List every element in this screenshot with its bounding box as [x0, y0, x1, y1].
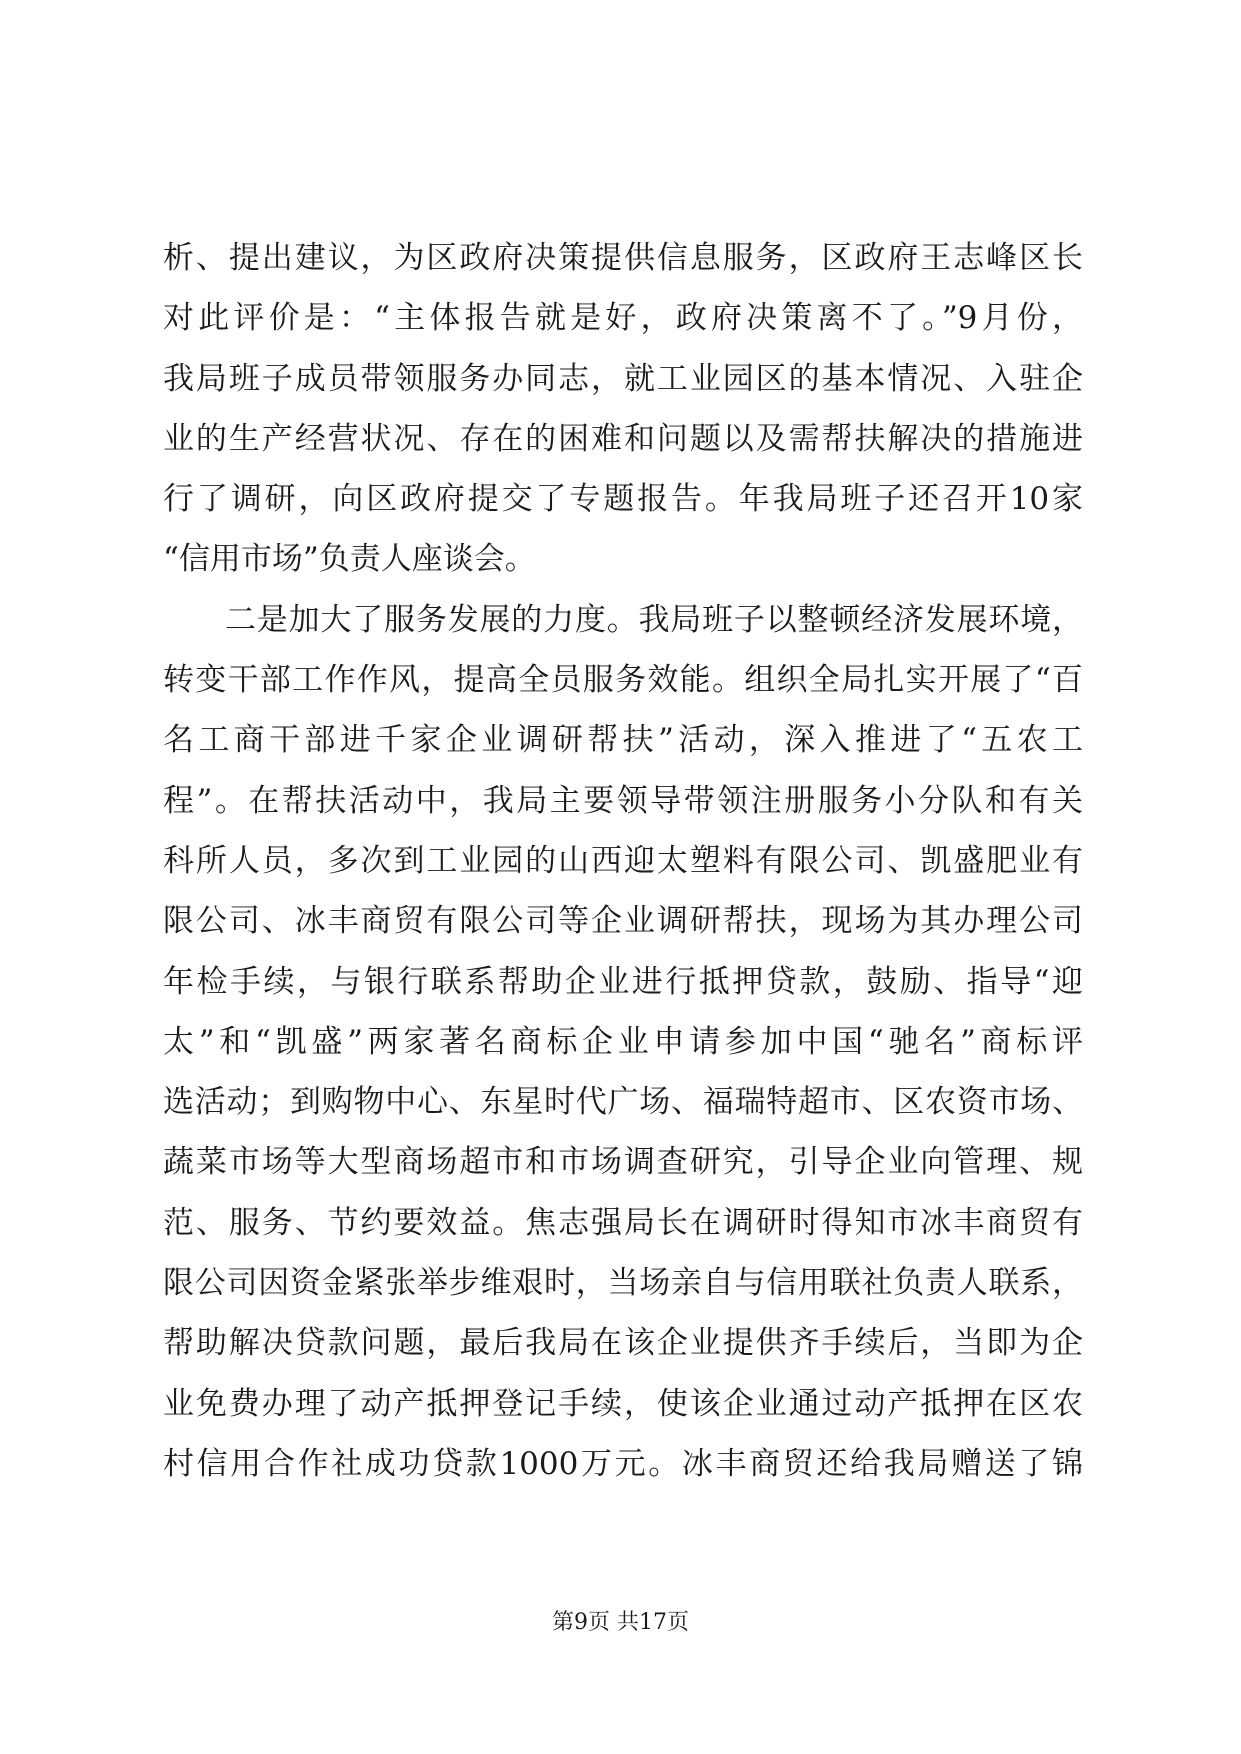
- page-number-footer: 第9页 共17页: [552, 1610, 689, 1635]
- text-line: 析、提出建议，为区政府决策提供信息服务，区政府王志峰区长: [163, 240, 1083, 276]
- text-line: 我局班子成员带领服务办同志，就工业园区的基本情况、入驻企: [163, 360, 1083, 397]
- text-line: 帮助解决贷款问题，最后我局在该企业提供齐手续后，当即为企: [163, 1325, 1083, 1362]
- text-line: 行了调研，向区政府提交了专题报告。年我局班子还召开10家: [163, 481, 1083, 518]
- text-line: 限公司、冰丰商贸有限公司等企业调研帮扶，现场为其办理公司: [163, 903, 1083, 940]
- text-line: 选活动；到购物中心、东星时代广场、福瑞特超市、区农资市场、: [163, 1084, 1083, 1121]
- text-line: 名工商干部进千家企业调研帮扶”活动，深入推进了“五农工: [163, 722, 1083, 759]
- text-line: 转变干部工作作风，提高全员服务效能。组织全局扎实开展了“百: [163, 662, 1083, 699]
- paragraph-start-line: 二是加大了服务发展的力度。我局班子以整顿经济发展环境，: [225, 601, 1083, 638]
- text-line: 村信用合作社成功贷款1000万元。冰丰商贸还给我局赠送了锦: [163, 1445, 1083, 1482]
- text-line: 范、服务、节约要效益。焦志强局长在调研时得知市冰丰商贸有: [163, 1204, 1083, 1241]
- text-line: 业免费办理了动产抵押登记手续，使该企业通过动产抵押在区农: [163, 1385, 1083, 1422]
- text-line: 限公司因资金紧张举步维艰时，当场亲自与信用联社负责人联系，: [163, 1265, 1083, 1302]
- text-line: 年检手续，与银行联系帮助企业进行抵押贷款，鼓励、指导“迎: [163, 963, 1083, 1000]
- document-body: [163, 228, 1083, 1494]
- text-line: 蔬菜市场等大型商场超市和市场调查研究，引导企业向管理、规: [163, 1144, 1083, 1181]
- text-line: 对此评价是：“主体报告就是好，政府决策离不了。”9月份，: [163, 300, 1083, 337]
- text-line: 业的生产经营状况、存在的困难和问题以及需帮扶解决的措施进: [163, 420, 1083, 457]
- text-line: 科所人员，多次到工业园的山西迎太塑料有限公司、凯盛肥业有: [163, 842, 1083, 879]
- text-line: 太”和“凯盛”两家著名商标企业申请参加中国“驰名”商标评: [163, 1023, 1083, 1060]
- text-line: 程”。在帮扶活动中，我局主要领导带领注册服务小分队和有关: [163, 782, 1083, 819]
- text-line: “信用市场”负责人座谈会。: [163, 541, 536, 578]
